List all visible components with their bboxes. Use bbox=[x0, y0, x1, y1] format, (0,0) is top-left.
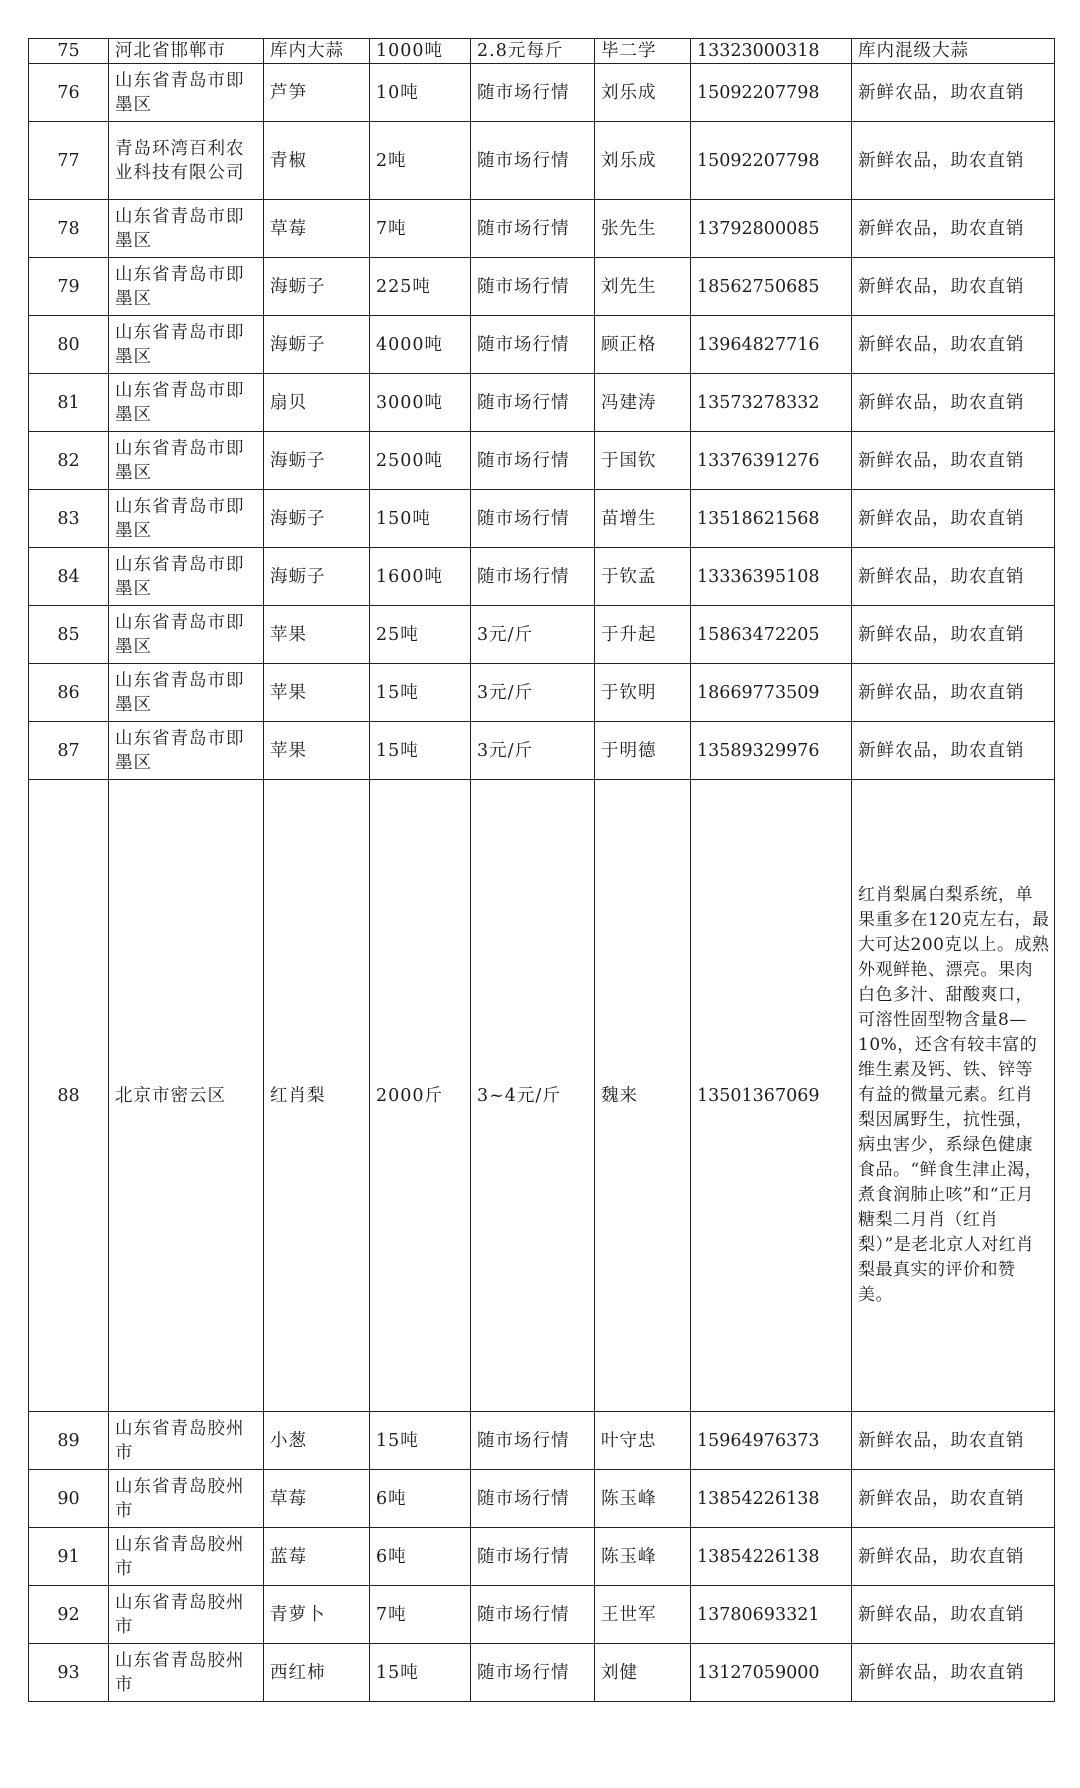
produce-listing-document bbox=[28, 38, 1054, 1702]
row-number: 85 bbox=[29, 606, 109, 664]
product-cell: 海蛎子 bbox=[264, 316, 370, 374]
note-cell: 新鲜农品，助农直销 bbox=[852, 374, 1055, 432]
table-row bbox=[29, 1586, 1055, 1644]
row-number: 78 bbox=[29, 200, 109, 258]
row-number: 79 bbox=[29, 258, 109, 316]
row-number: 84 bbox=[29, 548, 109, 606]
contact-cell: 顾正格 bbox=[595, 316, 691, 374]
table-row bbox=[29, 64, 1055, 122]
produce-supply-table bbox=[28, 38, 1055, 1702]
location-cell: 河北省邯郸市 bbox=[109, 39, 264, 64]
product-cell: 海蛎子 bbox=[264, 548, 370, 606]
phone-cell: 13501367069 bbox=[691, 780, 852, 1412]
product-cell: 海蛎子 bbox=[264, 258, 370, 316]
note-cell: 新鲜农品，助农直销 bbox=[852, 258, 1055, 316]
phone-cell: 15863472205 bbox=[691, 606, 852, 664]
contact-cell: 苗增生 bbox=[595, 490, 691, 548]
row-number: 92 bbox=[29, 1586, 109, 1644]
phone-cell: 13336395108 bbox=[691, 548, 852, 606]
phone-cell: 18669773509 bbox=[691, 664, 852, 722]
phone-cell: 15092207798 bbox=[691, 64, 852, 122]
product-cell: 苹果 bbox=[264, 664, 370, 722]
location-cell: 山东省青岛胶州市 bbox=[109, 1470, 264, 1528]
location-cell: 山东省青岛市即墨区 bbox=[109, 432, 264, 490]
contact-cell: 陈玉峰 bbox=[595, 1470, 691, 1528]
note-cell: 库内混级大蒜 bbox=[852, 39, 1055, 64]
table-row bbox=[29, 432, 1055, 490]
row-number: 81 bbox=[29, 374, 109, 432]
contact-cell: 刘健 bbox=[595, 1644, 691, 1702]
phone-cell: 13792800085 bbox=[691, 200, 852, 258]
location-cell: 山东省青岛市即墨区 bbox=[109, 200, 264, 258]
location-cell: 山东省青岛胶州市 bbox=[109, 1586, 264, 1644]
phone-cell: 13376391276 bbox=[691, 432, 852, 490]
quantity-cell: 3000吨 bbox=[370, 374, 471, 432]
table-row bbox=[29, 316, 1055, 374]
product-cell: 草莓 bbox=[264, 200, 370, 258]
note-cell: 新鲜农品，助农直销 bbox=[852, 664, 1055, 722]
location-cell: 北京市密云区 bbox=[109, 780, 264, 1412]
row-number: 91 bbox=[29, 1528, 109, 1586]
table-row bbox=[29, 374, 1055, 432]
product-cell: 芦笋 bbox=[264, 64, 370, 122]
price-cell: 随市场行情 bbox=[471, 548, 595, 606]
phone-cell: 13780693321 bbox=[691, 1586, 852, 1644]
quantity-cell: 6吨 bbox=[370, 1528, 471, 1586]
location-cell: 山东省青岛市即墨区 bbox=[109, 64, 264, 122]
phone-cell: 15092207798 bbox=[691, 122, 852, 200]
contact-cell: 叶守忠 bbox=[595, 1412, 691, 1470]
row-number: 88 bbox=[29, 780, 109, 1412]
product-cell: 草莓 bbox=[264, 1470, 370, 1528]
phone-cell: 13127059000 bbox=[691, 1644, 852, 1702]
phone-cell: 13518621568 bbox=[691, 490, 852, 548]
price-cell: 随市场行情 bbox=[471, 316, 595, 374]
phone-cell: 13589329976 bbox=[691, 722, 852, 780]
quantity-cell: 7吨 bbox=[370, 200, 471, 258]
price-cell: 随市场行情 bbox=[471, 64, 595, 122]
quantity-cell: 15吨 bbox=[370, 722, 471, 780]
quantity-cell: 1600吨 bbox=[370, 548, 471, 606]
table-row bbox=[29, 200, 1055, 258]
location-cell: 山东省青岛市即墨区 bbox=[109, 606, 264, 664]
quantity-cell: 15吨 bbox=[370, 1644, 471, 1702]
table-row bbox=[29, 664, 1055, 722]
quantity-cell: 225吨 bbox=[370, 258, 471, 316]
note-cell: 新鲜农品，助农直销 bbox=[852, 432, 1055, 490]
phone-cell: 13854226138 bbox=[691, 1528, 852, 1586]
row-number: 93 bbox=[29, 1644, 109, 1702]
row-number: 82 bbox=[29, 432, 109, 490]
table-row bbox=[29, 490, 1055, 548]
table-row bbox=[29, 548, 1055, 606]
contact-cell: 王世军 bbox=[595, 1586, 691, 1644]
contact-cell: 刘乐成 bbox=[595, 64, 691, 122]
price-cell: 随市场行情 bbox=[471, 490, 595, 548]
table-row bbox=[29, 780, 1055, 1412]
table-row bbox=[29, 1470, 1055, 1528]
note-cell: 新鲜农品，助农直销 bbox=[852, 606, 1055, 664]
product-cell: 西红柿 bbox=[264, 1644, 370, 1702]
note-cell: 新鲜农品，助农直销 bbox=[852, 1586, 1055, 1644]
quantity-cell: 2000斤 bbox=[370, 780, 471, 1412]
phone-cell: 13964827716 bbox=[691, 316, 852, 374]
location-cell: 山东省青岛胶州市 bbox=[109, 1528, 264, 1586]
price-cell: 随市场行情 bbox=[471, 1470, 595, 1528]
row-number: 87 bbox=[29, 722, 109, 780]
note-cell: 新鲜农品，助农直销 bbox=[852, 1528, 1055, 1586]
note-cell: 新鲜农品，助农直销 bbox=[852, 1412, 1055, 1470]
row-number: 76 bbox=[29, 64, 109, 122]
row-number: 77 bbox=[29, 122, 109, 200]
contact-cell: 刘先生 bbox=[595, 258, 691, 316]
price-cell: 随市场行情 bbox=[471, 1528, 595, 1586]
price-cell: 随市场行情 bbox=[471, 1412, 595, 1470]
table-row bbox=[29, 722, 1055, 780]
price-cell: 3元/斤 bbox=[471, 606, 595, 664]
note-cell: 新鲜农品，助农直销 bbox=[852, 316, 1055, 374]
contact-cell: 陈玉峰 bbox=[595, 1528, 691, 1586]
note-cell: 新鲜农品，助农直销 bbox=[852, 490, 1055, 548]
contact-cell: 于钦明 bbox=[595, 664, 691, 722]
contact-cell: 于钦孟 bbox=[595, 548, 691, 606]
contact-cell: 于升起 bbox=[595, 606, 691, 664]
table-body bbox=[29, 39, 1055, 1702]
price-cell: 2.8元每斤 bbox=[471, 39, 595, 64]
note-cell: 新鲜农品，助农直销 bbox=[852, 122, 1055, 200]
product-cell: 蓝莓 bbox=[264, 1528, 370, 1586]
row-number: 90 bbox=[29, 1470, 109, 1528]
product-cell: 库内大蒜 bbox=[264, 39, 370, 64]
note-cell: 新鲜农品，助农直销 bbox=[852, 722, 1055, 780]
product-cell: 海蛎子 bbox=[264, 490, 370, 548]
location-cell: 山东省青岛胶州市 bbox=[109, 1644, 264, 1702]
table-row bbox=[29, 1528, 1055, 1586]
location-cell: 山东省青岛市即墨区 bbox=[109, 374, 264, 432]
row-number: 89 bbox=[29, 1412, 109, 1470]
location-cell: 青岛环湾百利农业科技有限公司 bbox=[109, 122, 264, 200]
table-row bbox=[29, 606, 1055, 664]
quantity-cell: 7吨 bbox=[370, 1586, 471, 1644]
note-cell: 红肖梨属白梨系统，单果重多在120克左右，最大可达200克以上。成熟外观鲜艳、漂亮。果肉白色多汁、甜酸爽口，可溶性固型物含量8—10%，还含有较丰富的维生素及钙、铁、锌等有益的微量元素。红肖梨因属野生，抗性强，病虫害少，系绿色健康食品。“鲜食生津止渴，煮食润肺止咳”和“正月糖梨二月肖（红肖梨）”是老北京人对红肖梨最真实的评价和赞美。 bbox=[852, 780, 1055, 1412]
price-cell: 3~4元/斤 bbox=[471, 780, 595, 1412]
table-row bbox=[29, 1644, 1055, 1702]
quantity-cell: 150吨 bbox=[370, 490, 471, 548]
row-number: 86 bbox=[29, 664, 109, 722]
contact-cell: 张先生 bbox=[595, 200, 691, 258]
quantity-cell: 25吨 bbox=[370, 606, 471, 664]
product-cell: 青萝卜 bbox=[264, 1586, 370, 1644]
price-cell: 随市场行情 bbox=[471, 374, 595, 432]
quantity-cell: 2吨 bbox=[370, 122, 471, 200]
location-cell: 山东省青岛市即墨区 bbox=[109, 490, 264, 548]
product-cell: 红肖梨 bbox=[264, 780, 370, 1412]
price-cell: 随市场行情 bbox=[471, 200, 595, 258]
note-cell: 新鲜农品，助农直销 bbox=[852, 1644, 1055, 1702]
contact-cell: 毕二学 bbox=[595, 39, 691, 64]
product-cell: 海蛎子 bbox=[264, 432, 370, 490]
phone-cell: 13854226138 bbox=[691, 1470, 852, 1528]
row-number: 80 bbox=[29, 316, 109, 374]
contact-cell: 于明德 bbox=[595, 722, 691, 780]
row-number: 75 bbox=[29, 39, 109, 64]
price-cell: 3元/斤 bbox=[471, 722, 595, 780]
location-cell: 山东省青岛市即墨区 bbox=[109, 316, 264, 374]
phone-cell: 15964976373 bbox=[691, 1412, 852, 1470]
quantity-cell: 10吨 bbox=[370, 64, 471, 122]
table-row bbox=[29, 258, 1055, 316]
location-cell: 山东省青岛市即墨区 bbox=[109, 664, 264, 722]
price-cell: 随市场行情 bbox=[471, 122, 595, 200]
product-cell: 小葱 bbox=[264, 1412, 370, 1470]
note-cell: 新鲜农品，助农直销 bbox=[852, 548, 1055, 606]
product-cell: 苹果 bbox=[264, 606, 370, 664]
quantity-cell: 2500吨 bbox=[370, 432, 471, 490]
product-cell: 青椒 bbox=[264, 122, 370, 200]
quantity-cell: 1000吨 bbox=[370, 39, 471, 64]
location-cell: 山东省青岛市即墨区 bbox=[109, 548, 264, 606]
phone-cell: 13323000318 bbox=[691, 39, 852, 64]
location-cell: 山东省青岛胶州市 bbox=[109, 1412, 264, 1470]
price-cell: 随市场行情 bbox=[471, 258, 595, 316]
quantity-cell: 4000吨 bbox=[370, 316, 471, 374]
table-row bbox=[29, 39, 1055, 64]
product-cell: 苹果 bbox=[264, 722, 370, 780]
location-cell: 山东省青岛市即墨区 bbox=[109, 722, 264, 780]
phone-cell: 18562750685 bbox=[691, 258, 852, 316]
price-cell: 随市场行情 bbox=[471, 432, 595, 490]
note-cell: 新鲜农品，助农直销 bbox=[852, 1470, 1055, 1528]
contact-cell: 刘乐成 bbox=[595, 122, 691, 200]
quantity-cell: 15吨 bbox=[370, 664, 471, 722]
note-cell: 新鲜农品，助农直销 bbox=[852, 200, 1055, 258]
price-cell: 随市场行情 bbox=[471, 1586, 595, 1644]
contact-cell: 冯建涛 bbox=[595, 374, 691, 432]
row-number: 83 bbox=[29, 490, 109, 548]
contact-cell: 于国钦 bbox=[595, 432, 691, 490]
location-cell: 山东省青岛市即墨区 bbox=[109, 258, 264, 316]
table-row bbox=[29, 122, 1055, 200]
table-row bbox=[29, 1412, 1055, 1470]
price-cell: 3元/斤 bbox=[471, 664, 595, 722]
quantity-cell: 15吨 bbox=[370, 1412, 471, 1470]
contact-cell: 魏来 bbox=[595, 780, 691, 1412]
note-cell: 新鲜农品，助农直销 bbox=[852, 64, 1055, 122]
price-cell: 随市场行情 bbox=[471, 1644, 595, 1702]
product-cell: 扇贝 bbox=[264, 374, 370, 432]
quantity-cell: 6吨 bbox=[370, 1470, 471, 1528]
phone-cell: 13573278332 bbox=[691, 374, 852, 432]
